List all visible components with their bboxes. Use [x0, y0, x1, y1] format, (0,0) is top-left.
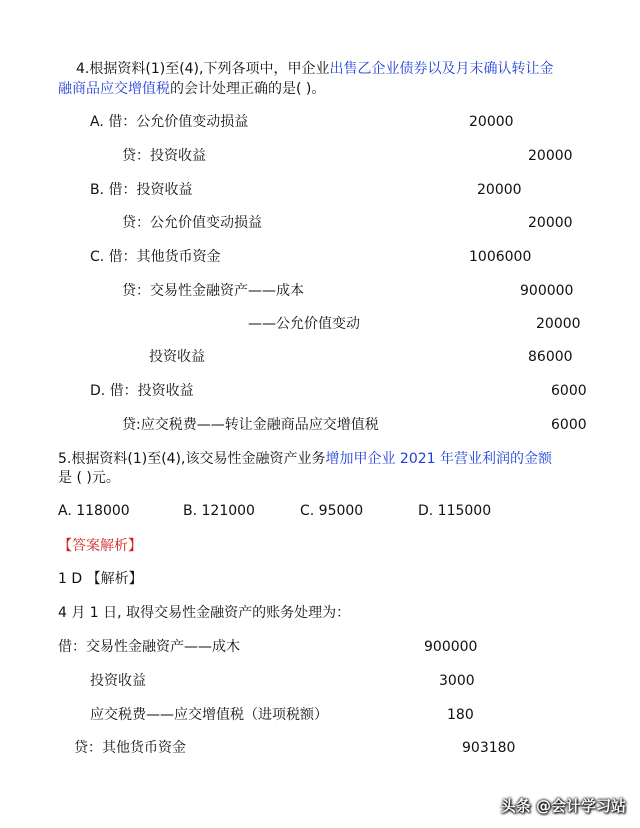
answer-line-2: 4 月 1 日, 取得交易性金融资产的账务处理为： — [58, 605, 351, 621]
answer-entry-2-amount: 3000 — [439, 673, 475, 689]
answer-line-1: 1 D 【解析】 — [58, 571, 143, 587]
q4-option-c-credit-1: 贷：交易性金融资产——成本 — [122, 283, 304, 299]
q4-option-a-credit-amount: 20000 — [528, 148, 573, 164]
q4-option-c-credit-2-amount: 20000 — [536, 316, 581, 332]
q4-option-c-credit-3-amount: 86000 — [528, 349, 573, 365]
q5-stem-line2: 是 ( )元。 — [58, 470, 120, 486]
answer-entry-3: 应交税费——应交增值税（进项税额） — [90, 707, 328, 723]
q4-option-c-credit-3: 投资收益 — [149, 349, 205, 365]
q4-stem-line2: 融商品应交增值税的会计处理正确的是( )。 — [58, 81, 326, 97]
q4-option-c-debit-amount: 1006000 — [469, 249, 532, 265]
q4-option-b-debit-amount: 20000 — [477, 182, 522, 198]
q4-stem-highlight-2: 融商品应交增值税 — [58, 81, 170, 97]
q4-option-c-credit-2: ——公允价值变动 — [248, 316, 360, 332]
answer-entry-4: 贷：其他货币资金 — [74, 740, 186, 756]
q4-option-d-credit-amount: 6000 — [551, 417, 587, 433]
q4-option-c-debit: C. 借：其他货币资金 — [90, 249, 221, 265]
q4-stem-highlight: 出售乙企业债券以及月末确认转让金 — [329, 61, 554, 77]
answer-entry-3-amount: 180 — [447, 707, 474, 723]
q4-option-a-debit: A. 借：公允价值变动损益 — [90, 114, 249, 130]
q4-option-a-credit: 贷：投资收益 — [122, 148, 206, 164]
q4-option-b-debit: B. 借：投资收益 — [90, 182, 193, 198]
q5-option-d: D. 115000 — [418, 503, 492, 519]
q4-option-a-debit-amount: 20000 — [469, 114, 514, 130]
q4-option-b-credit-amount: 20000 — [528, 215, 573, 231]
q4-option-b-credit: 贷：公允价值变动损益 — [122, 215, 262, 231]
q4-option-d-debit: D. 借：投资收益 — [90, 383, 194, 399]
answer-entry-2: 投资收益 — [90, 673, 146, 689]
q4-option-d-debit-amount: 6000 — [551, 383, 587, 399]
answer-header: 【答案解析】 — [58, 538, 142, 554]
answer-entry-1: 借：交易性金融资产——成木 — [58, 639, 240, 655]
q5-stem-highlight: 增加甲企业 2021 年营业利润的金额 — [325, 451, 553, 467]
q5-option-b: B. 121000 — [183, 503, 255, 519]
q5-stem-line1: 5.根据资料(1)至(4),该交易性金融资产业务增加甲企业 2021 年营业利润的金额 — [58, 451, 553, 467]
q5-option-a: A. 118000 — [58, 503, 130, 519]
answer-entry-1-amount: 900000 — [424, 639, 478, 655]
q4-option-c-credit-1-amount: 900000 — [520, 283, 574, 299]
q4-option-d-credit: 贷:应交税费——转让金融商品应交增值税 — [122, 417, 379, 433]
q5-option-c: C. 95000 — [300, 503, 364, 519]
q4-stem-line1: 4.根据资料(1)至(4),下列各项中，甲企业出售乙企业债券以及月末确认转让金 — [76, 61, 554, 77]
answer-entry-4-amount: 903180 — [462, 740, 516, 756]
watermark: 头条 @会计学习站 — [500, 797, 626, 815]
